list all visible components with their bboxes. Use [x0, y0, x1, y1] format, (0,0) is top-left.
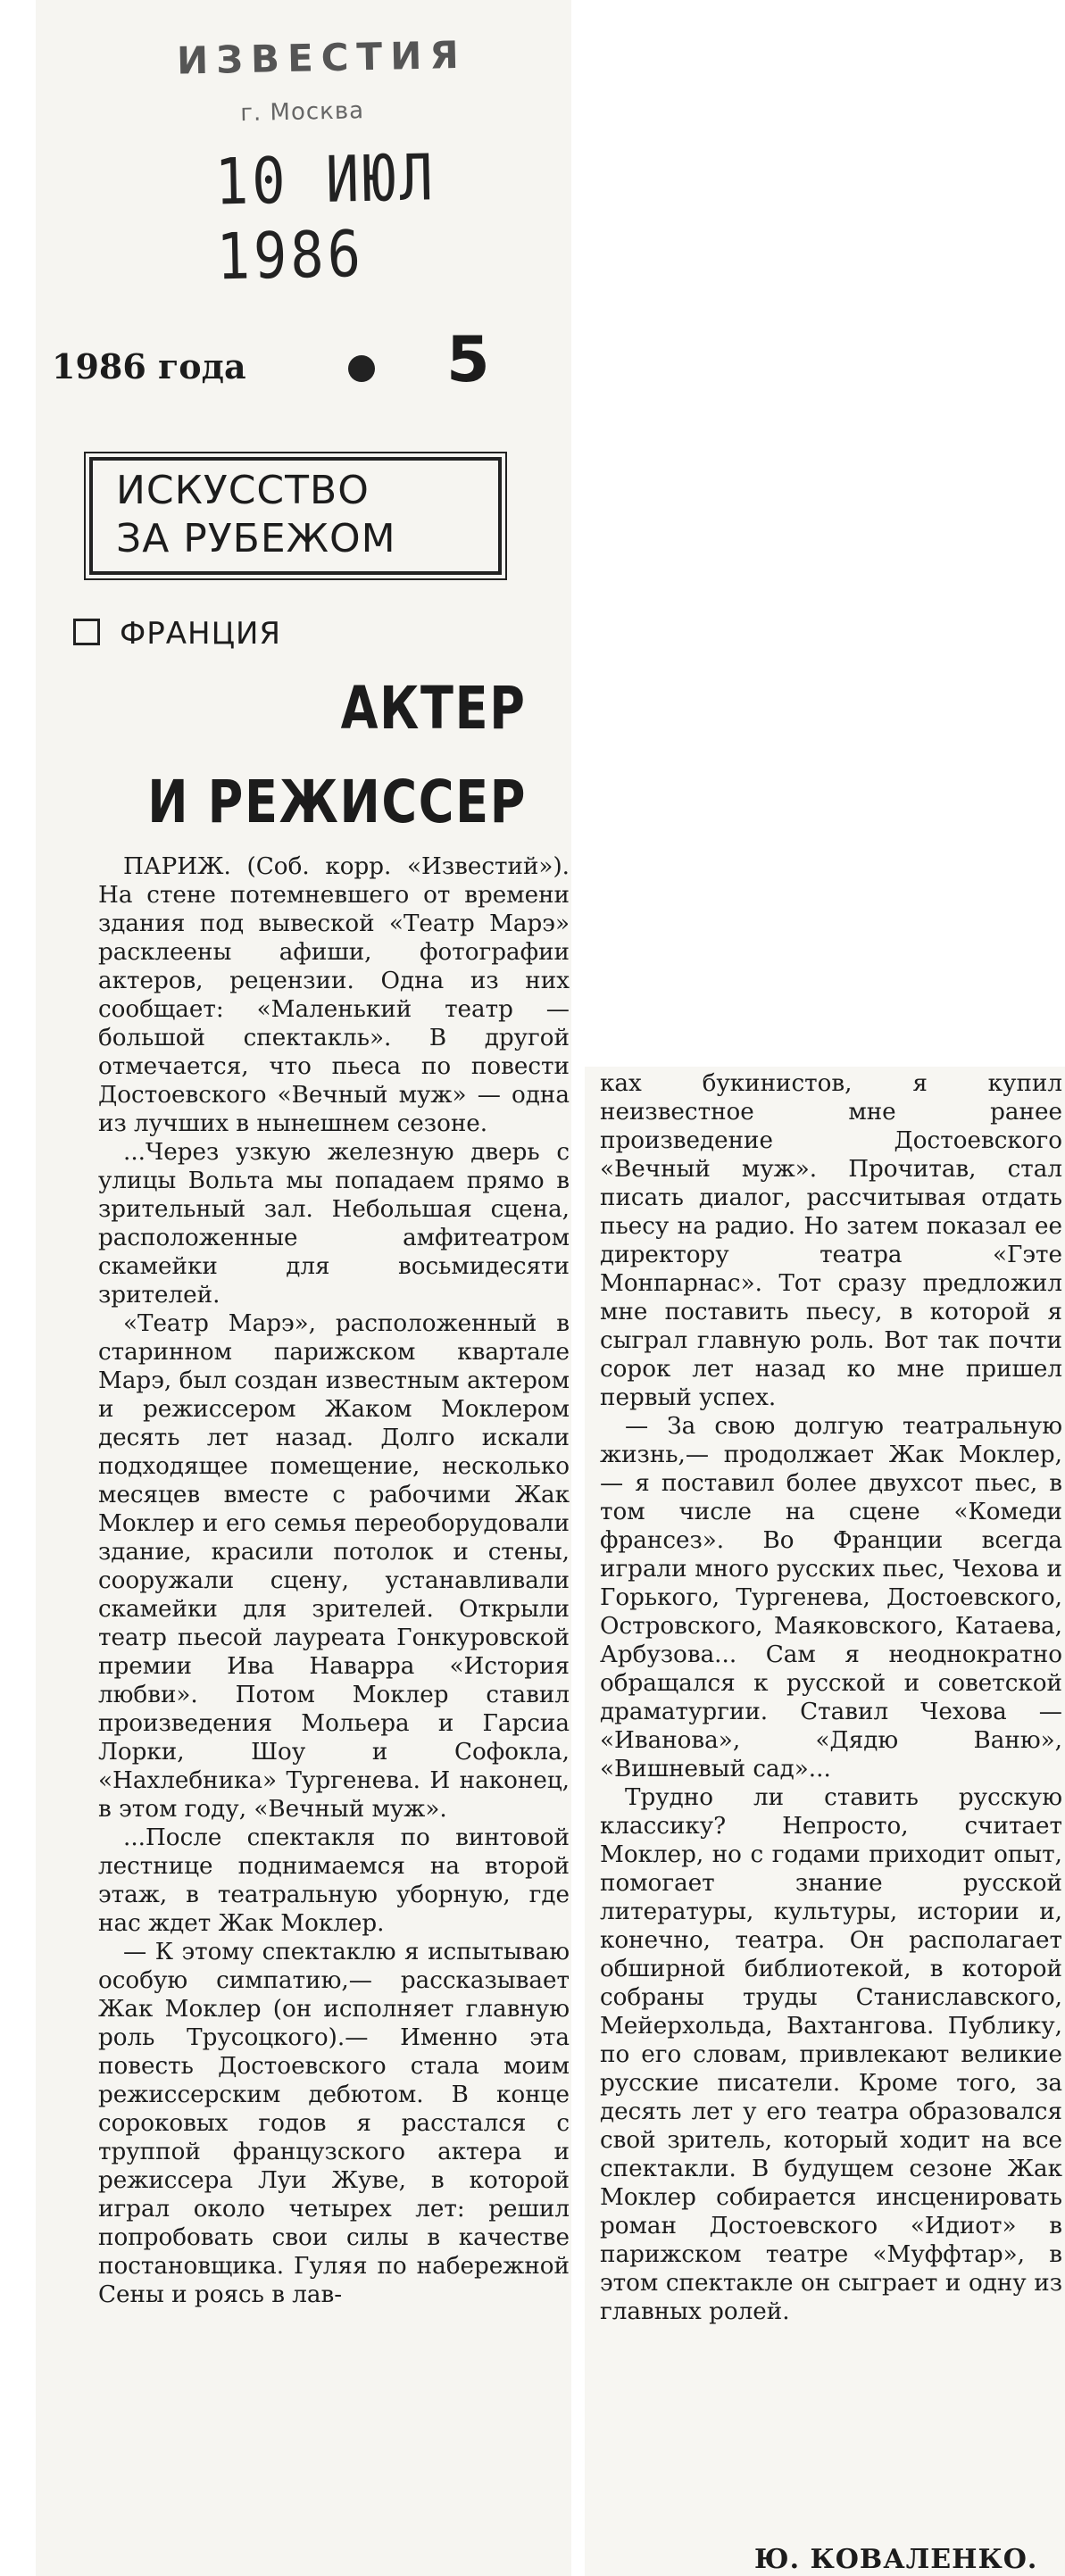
- stamp-newspaper-name: ИЗВЕСТИЯ: [176, 32, 468, 83]
- rubric-line-2: ЗА РУБЕЖОМ: [116, 516, 396, 561]
- author-signature: Ю. КОВАЛЕНКО.: [754, 2544, 1038, 2575]
- paragraph: «Театр Марэ», расположенный в старинном парижском квартале Марэ, был создан известным актером и режиссером Жаком Моклером десять лет назад. Долго искали подходящее помещение, несколько месяцев вместе с рабочими Жак Моклер и его семья переоборудовали здание, красили потолок и стены, сооружали сцену, устанавливали скамейки для зрителей. Открыли театр пьесой лауреата Гонкуровской премии Ива Наварра «История любви». Потом Моклер ставил произведения Мольера и Гарсиа Лорки, Шоу и Софокла, «Нахлебника» Тургенева. И наконец, в этом году, «Вечный муж».: [98, 1310, 570, 1823]
- checkbox-square-icon: [73, 619, 100, 645]
- stamp-city: г. Москва: [239, 97, 365, 128]
- paragraph: — За свою долгую театральную жизнь,— продолжает Жак Моклер,— я поставил более двухсот пьес, в том числе на сцене «Комеди франсез». Во Франции всегда играли много русских пьес, Чехова и Горького, Тургенева, Достоевского, Островского, Маяковского, Катаева, Арбузова... Сам я неоднократно обращался к русской и советской драматургии. Ставил Чехова — «Иванова», «Дядю Ваню», «Вишневый сад»...: [600, 1413, 1062, 1782]
- page-number: 5: [446, 323, 490, 396]
- country-label: [73, 616, 281, 652]
- bullet-icon: [348, 355, 375, 382]
- paragraph: — К этому спектаклю я испытываю особую симпатию,— рассказывает Жак Моклер (он исполняет главную роль Трусоцкого).— Именно эта повесть Достоевского стала моим режиссерским дебютом. В конце сороковых годов я расстался с труппой французского актера и режиссера Луи Жуве, в которой играл около четырех лет: решил попробовать свои силы в качестве постановщика. Гуляя по набережной Сены и роясь в лав-: [98, 1939, 570, 2308]
- article-column-right: [600, 1069, 1062, 2326]
- rubric-box: [89, 457, 502, 575]
- paragraph: ках букинистов, я купил неизвестное мне ранее произведение Достоевского «Вечный муж». Прочитав, стал писать диалог, рассчитывая отдать пьесу на радио. Но затем показал ее директору театра «Гэте Монпарнас». Тот сразу предложил мне поставить пьесу, в которой я сыграл главную роль. Вот так почти сорок лет назад ко мне пришел первый успех.: [600, 1070, 1062, 1411]
- paragraph: ...После спектакля по винтовой лестнице поднимаемся на второй этаж, в театральную уборную, где нас ждет Жак Моклер.: [98, 1824, 570, 1937]
- stamp-date: 10 ИЮЛ 1986: [214, 139, 437, 295]
- headline-line-2: И РЕЖИССЕР: [147, 768, 527, 836]
- headline-line-1: АКТЕР: [341, 674, 527, 743]
- paragraph: ...Через узкую железную дверь с улицы Вольта мы попадаем прямо в зрительный зал. Небольшая сцена, расположенные амфитеатром скамейки для восьмидесяти зрителей.: [98, 1139, 570, 1309]
- paragraph: Трудно ли ставить русскую классику? Непросто, считает Моклер, но с годами приходит опыт, помогает знание русской литературы, культуры, истории и, конечно, театра. Он располагает обширной библиотекой, в которой собраны труды Станиславского, Мейерхольда, Вахтангова. Публику, по его словам, привлекают великие русские писатели. Кроме того, за десять лет у его театра образовался свой зритель, который ходит на все спектакли. В будущем сезоне Жак Моклер собирается инсценировать роман Достоевского «Идиот» в парижском театре «Муффтар», в этом спектакле он сыграет и одну из главных ролей.: [600, 1784, 1062, 2325]
- paragraph: ПАРИЖ. (Соб. корр. «Известий»). На стене потемневшего от времени здания под вывеской «Театр Марэ» расклеены афиши, фотографии актеров, рецензии. Одна из них сообщает: «Маленький театр — большой спектакль». В другой отмечается, что пьеса по повести Достоевского «Вечный муж» — одна из лучших в нынешнем сезоне.: [98, 853, 570, 1137]
- rubric-line-1: ИСКУССТВО: [116, 468, 370, 513]
- article-column-left: [98, 852, 570, 2309]
- newspaper-stamp: [78, 4, 583, 295]
- page-year: 1986 года: [52, 346, 246, 386]
- country-name: ФРАНЦИЯ: [120, 616, 282, 652]
